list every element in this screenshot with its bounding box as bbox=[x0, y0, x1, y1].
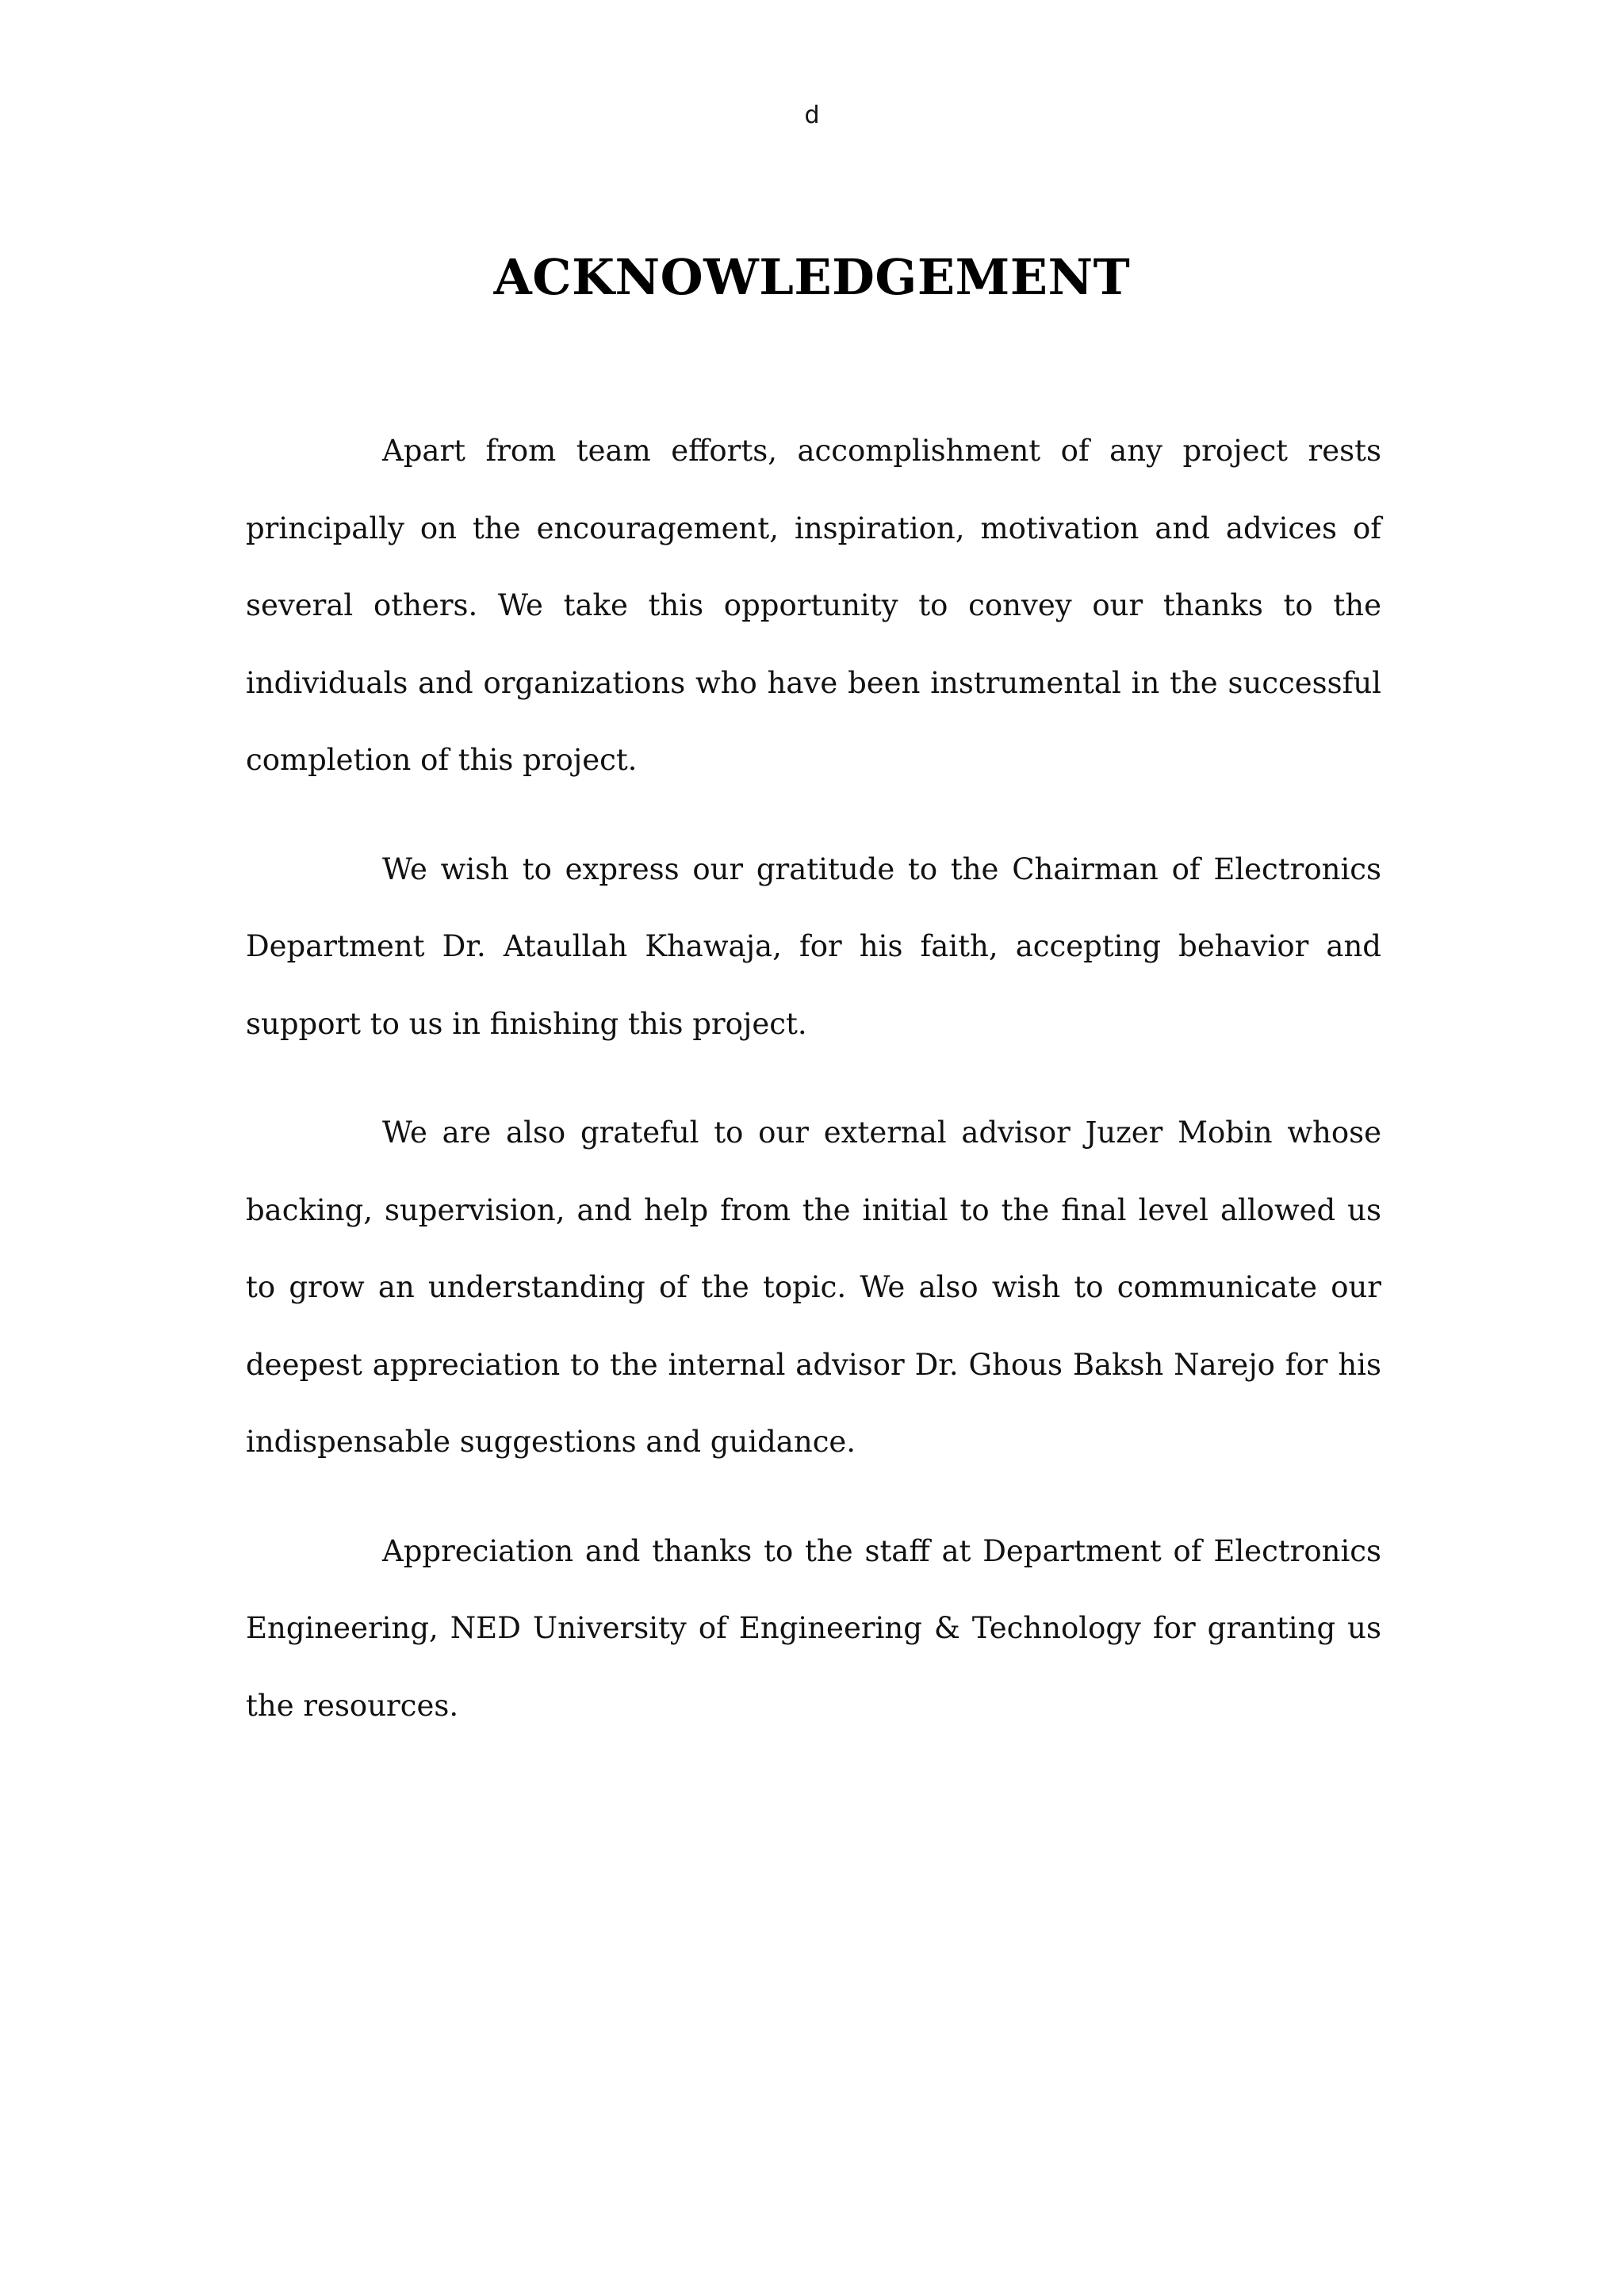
paragraph-team-efforts: Apart from team efforts, accomplishment of any project rests principally on the encouragement, inspiration, motivation and advices of several others. We take this opportunity to convey our thanks to the individuals and organizations who have been instrumental in the successful completion of this project. bbox=[246, 434, 1381, 777]
acknowledgement-body bbox=[246, 412, 1381, 1776]
paragraph-chairman-gratitude: We wish to express our gratitude to the Chairman of Electronics Department Dr. Ataullah Khawaja, for his faith, accepting behavior and support to us in finishing this project. bbox=[246, 851, 1381, 1041]
paragraph-advisors: We are also grateful to our external advisor Juzer Mobin whose backing, supervision, and help from the initial to the final level allowed us to grow an understanding of the topic. We also wish to communicate our deepest appreciation to the internal advisor Dr. Ghous Baksh Narejo for his indispensable suggestions and guidance. bbox=[246, 1115, 1381, 1459]
paragraph-staff-thanks: Appreciation and thanks to the staff at Department of Electronics Engineering, NED University of Engineering & Technology for granting us the resources. bbox=[246, 1533, 1381, 1723]
page-title: ACKNOWLEDGEMENT bbox=[493, 248, 1131, 306]
page-header-mark: d bbox=[804, 101, 820, 129]
